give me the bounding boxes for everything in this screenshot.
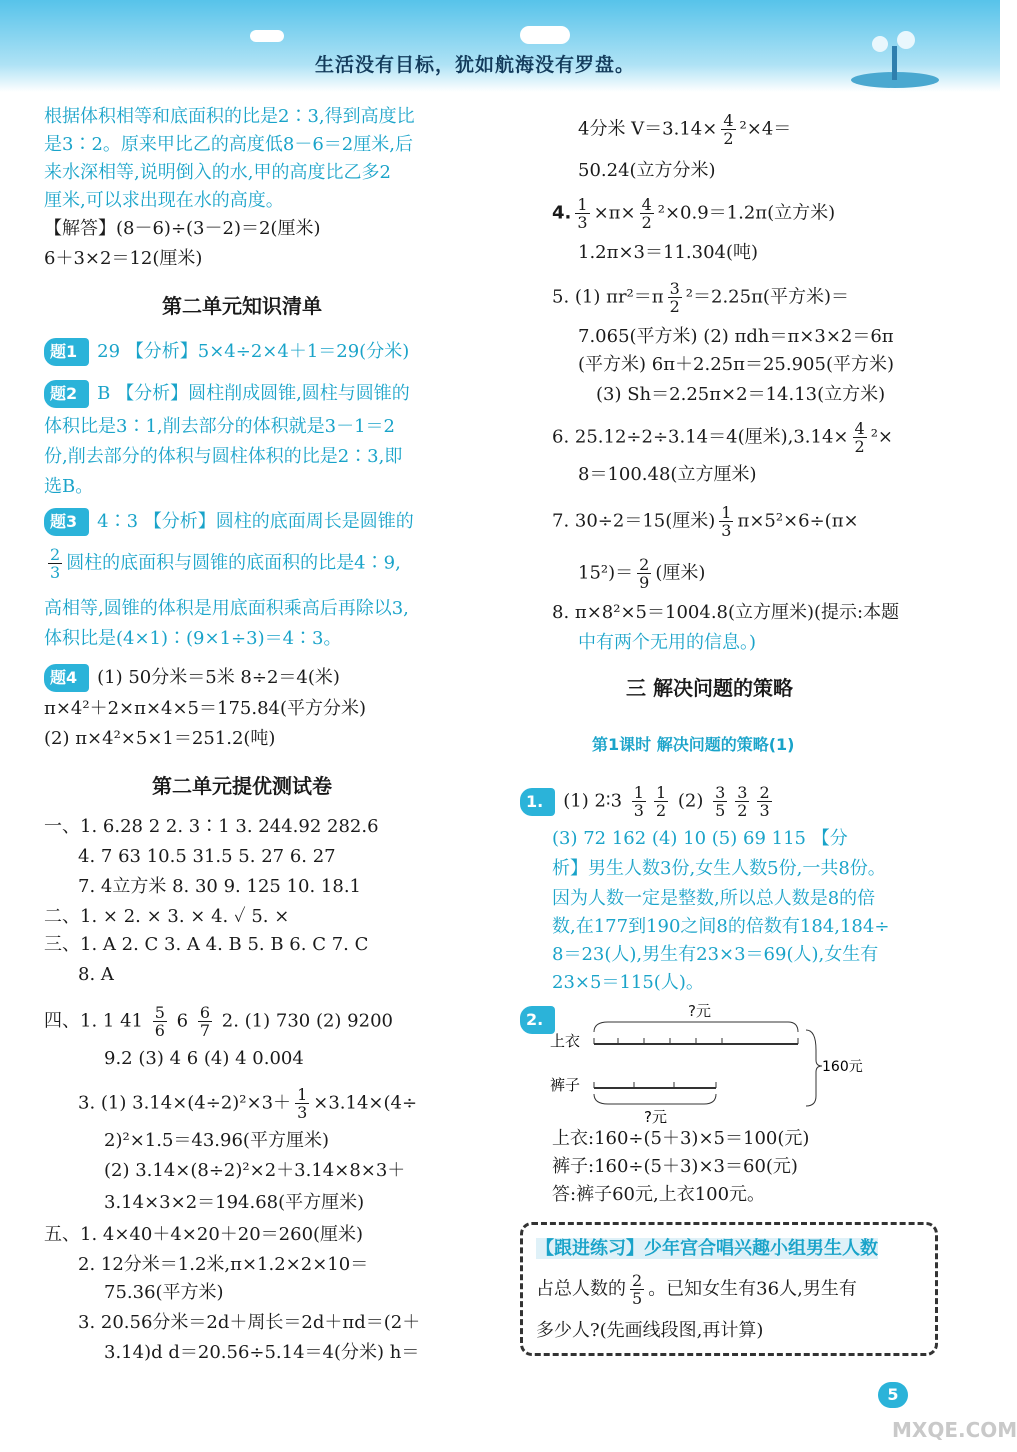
q4 xyxy=(44,664,340,692)
section-title: 三 解决问题的策略 xyxy=(626,676,793,700)
r5-line: 5. (1) πr²＝π $\frac{3}{2}$ ²＝2.25π(平方米)＝ xyxy=(552,279,849,316)
q1-tag: 题1 xyxy=(44,338,89,366)
watermark: MXQE.COM xyxy=(892,1418,1017,1442)
header-motto: 生活没有目标，犹如航海没有罗盘。 xyxy=(315,54,636,76)
five-line: 75.36(平方米) xyxy=(104,1282,224,1303)
r-top-line: 4分米 V＝3.14× $\frac{4}{2}$ ²×4＝ xyxy=(578,111,792,148)
intro-answer: 【解答】(8－6)÷(3－2)＝2(厘米) xyxy=(44,218,321,239)
q4-tag: 题4 xyxy=(44,664,89,692)
p1-line: 23×5＝115(人)。 xyxy=(552,972,704,993)
r4-line: 4. $\frac{1}{3}$ ×π× $\frac{4}{2}$ ²×0.9＝1.2π(立方米) xyxy=(552,195,836,232)
test-line: 一、1. 6.28 2 2. 3∶1 3. 244.92 282.6 xyxy=(44,816,379,837)
cloud-icon xyxy=(520,26,570,44)
test-line: 二、1. × 2. × 3. × 4. ✓ 5. × xyxy=(44,906,290,927)
intro-line: 厘米,可以求出现在水的高度。 xyxy=(44,190,284,211)
fraction: $\frac{2}{3}$ xyxy=(50,545,61,582)
q3 xyxy=(44,508,414,536)
p2-line: 裤子:160÷(5＋3)×3＝60(元) xyxy=(552,1156,798,1177)
p1-tag: 1. xyxy=(520,788,555,816)
p1-line: 1. (1) 2∶3 $\frac{1}{3}$ $\frac{1}{2}$ (2) $\frac{3}{5}$ $\frac{3}{2}$ $\frac{2}{3}$ xyxy=(520,784,776,819)
five-line: 五、1. 4×40＋4×20＋20＝260(厘米) xyxy=(44,1224,364,1245)
q4-line: (1) 50分米＝5米 8÷2＝4(米) xyxy=(97,667,340,688)
fraction: $\frac{5}{6}$ xyxy=(154,1003,165,1040)
q2 xyxy=(44,380,410,408)
q3-line: 体积比是(4×1)∶(9×1÷3)＝4∶3。 xyxy=(44,628,342,649)
r6-line: 8＝100.48(立方厘米) xyxy=(578,464,757,485)
four3-line: 2)²×1.5＝43.96(平方厘米) xyxy=(104,1130,329,1151)
section-title: 第二单元提优测试卷 xyxy=(152,774,332,798)
q2-line: 选B。 xyxy=(44,476,94,497)
r7-line: 7. 30÷2＝15(厘米) $\frac{1}{3}$ π×5²×6÷(π× xyxy=(552,503,859,540)
r8-line: 中有两个无用的信息。) xyxy=(578,632,757,653)
q4-line: π×4²＋2×π×4×5＝175.84(平方分米) xyxy=(44,698,367,719)
four-line1: 四、1. 1 41 $\frac{5}{6}$ 6 $\frac{6}{7}$ 2. (1) 730 (2) 9200 xyxy=(44,1003,393,1040)
page-number: 5 xyxy=(878,1382,908,1408)
r6-line: 6. 25.12÷2÷3.14＝4(厘米),3.14× $\frac{4}{2}$ ²× xyxy=(552,419,893,456)
intro-line: 根据体积相等和底面积的比是2∶3,得到高度比 xyxy=(44,106,415,127)
five-line: 3.14)d d＝20.56÷5.14＝4(分米) h＝ xyxy=(104,1342,420,1363)
total-label: 160元 xyxy=(822,1059,863,1075)
lesson-title: 第1课时 解决问题的策略(1) xyxy=(592,735,795,754)
r7-line: 15²)＝ $\frac{2}{9}$ (厘米) xyxy=(578,555,706,592)
q3-line: 高相等,圆锥的体积是用底面积乘高后再除以3, xyxy=(44,598,409,619)
q3-line2: $\frac{2}{3}$ 圆柱的底面积与圆锥的底面积的比是4∶9, xyxy=(50,545,401,582)
follow-line: 占总人数的 $\frac{2}{5}$ 。已知女生有36人,男生有 xyxy=(536,1271,857,1308)
q4-line: (2) π×4²×5×1＝251.2(吨) xyxy=(44,728,276,749)
test-line: 7. 4立方米 8. 30 9. 125 10. 18.1 xyxy=(78,876,361,897)
q1-text: 29 【分析】5×4÷2×4＋1＝29(分米) xyxy=(97,341,410,362)
follow-line: 【跟进练习】少年宫合唱兴趣小组男生人数 xyxy=(536,1238,878,1259)
q2-line: B 【分析】圆柱削成圆锥,圆柱与圆锥的 xyxy=(97,383,410,404)
pants-label: 裤子 xyxy=(550,1076,581,1094)
r-top-line: 50.24(立方分米) xyxy=(578,160,716,181)
q3-line: 4∶3 【分析】圆柱的底面周长是圆锥的 xyxy=(97,511,414,532)
five-line: 3. 20.56分米＝2d＋周长＝2d＋πd＝(2＋ xyxy=(78,1312,421,1333)
intro-line: 是3∶2。原来甲比乙的高度低8－6＝2厘米,后 xyxy=(44,134,413,155)
cloud-icon xyxy=(250,30,284,42)
follow-line: 多少人?(先画线段图,再计算) xyxy=(536,1320,764,1341)
intro-answer2: 6＋3×2＝12(厘米) xyxy=(44,248,203,269)
r5-line: 7.065(平方米) (2) πdh＝π×3×2＝6π xyxy=(578,326,894,347)
test-line: 三、1. A 2. C 3. A 4. B 5. B 6. C 7. C xyxy=(44,934,369,955)
header-banner xyxy=(0,0,1000,92)
q2-line: 份,削去部分的体积与圆柱体积的比是2∶3,即 xyxy=(44,446,403,467)
p1-line: 因为人数一定是整数,所以总人数是8的倍 xyxy=(552,888,876,909)
r5-line: (3) Sh＝2.25π×2＝14.13(立方米) xyxy=(596,384,886,405)
four3-line: (2) 3.14×(8÷2)²×2＋3.14×8×3＋ xyxy=(104,1160,406,1181)
p2-line: 上衣:160÷(5＋3)×5＝100(元) xyxy=(552,1128,810,1149)
tree-icon xyxy=(850,28,940,84)
p1-line: (3) 72 162 (4) 10 (5) 69 115 【分 xyxy=(552,828,848,849)
four3-line: 3. (1) 3.14×(4÷2)²×3＋ $\frac{1}{3}$ ×3.14×(4÷ xyxy=(78,1085,418,1122)
r4-line: 1.2π×3＝11.304(吨) xyxy=(578,242,759,263)
test-line: 4. 7 63 10.5 31.5 5. 27 6. 27 xyxy=(78,846,336,867)
fraction: $\frac{1}{3}$ xyxy=(297,1085,308,1122)
test-line: 8. A xyxy=(78,964,114,985)
fraction: $\frac{6}{7}$ xyxy=(199,1003,211,1040)
intro-line: 来水深相等,说明倒入的水,甲的高度比乙多2 xyxy=(44,162,391,183)
r8-line: 8. π×8²×5＝1004.8(立方厘米)(提示:本题 xyxy=(552,602,900,623)
q2-line: 体积比是3∶1,削去部分的体积就是3－1＝2 xyxy=(44,416,395,437)
five-line: 2. 12分米＝1.2米,π×1.2×2×10＝ xyxy=(78,1254,369,1275)
q1 xyxy=(44,338,409,366)
section-title: 第二单元知识清单 xyxy=(162,294,322,318)
p1-line: 数,在177到190之间8的倍数有184,184÷ xyxy=(552,916,890,937)
coat-label: 上衣 xyxy=(550,1032,581,1050)
q3-tag: 题3 xyxy=(44,508,89,536)
p1-line: 析】男生人数3份,女生人数5份,一共8份。 xyxy=(552,858,886,879)
r5-line: (平方米) 6π＋2.25π＝25.905(平方米) xyxy=(578,354,894,375)
p1-line: 8＝23(人),男生有23×3＝69(人),女生有 xyxy=(552,944,879,965)
four-line2: 9.2 (3) 4 6 (4) 4 0.004 xyxy=(104,1048,304,1069)
p2-line: 答:裤子60元,上衣100元。 xyxy=(552,1184,766,1205)
four3-line: 3.14×3×2＝194.68(平方厘米) xyxy=(104,1192,365,1213)
segment-diagram xyxy=(548,1000,878,1128)
p2-tag: 2. xyxy=(520,1006,563,1034)
top-question-label: ?元 xyxy=(688,1002,711,1020)
bottom-question-label: ?元 xyxy=(644,1108,667,1126)
q2-tag: 题2 xyxy=(44,380,89,408)
